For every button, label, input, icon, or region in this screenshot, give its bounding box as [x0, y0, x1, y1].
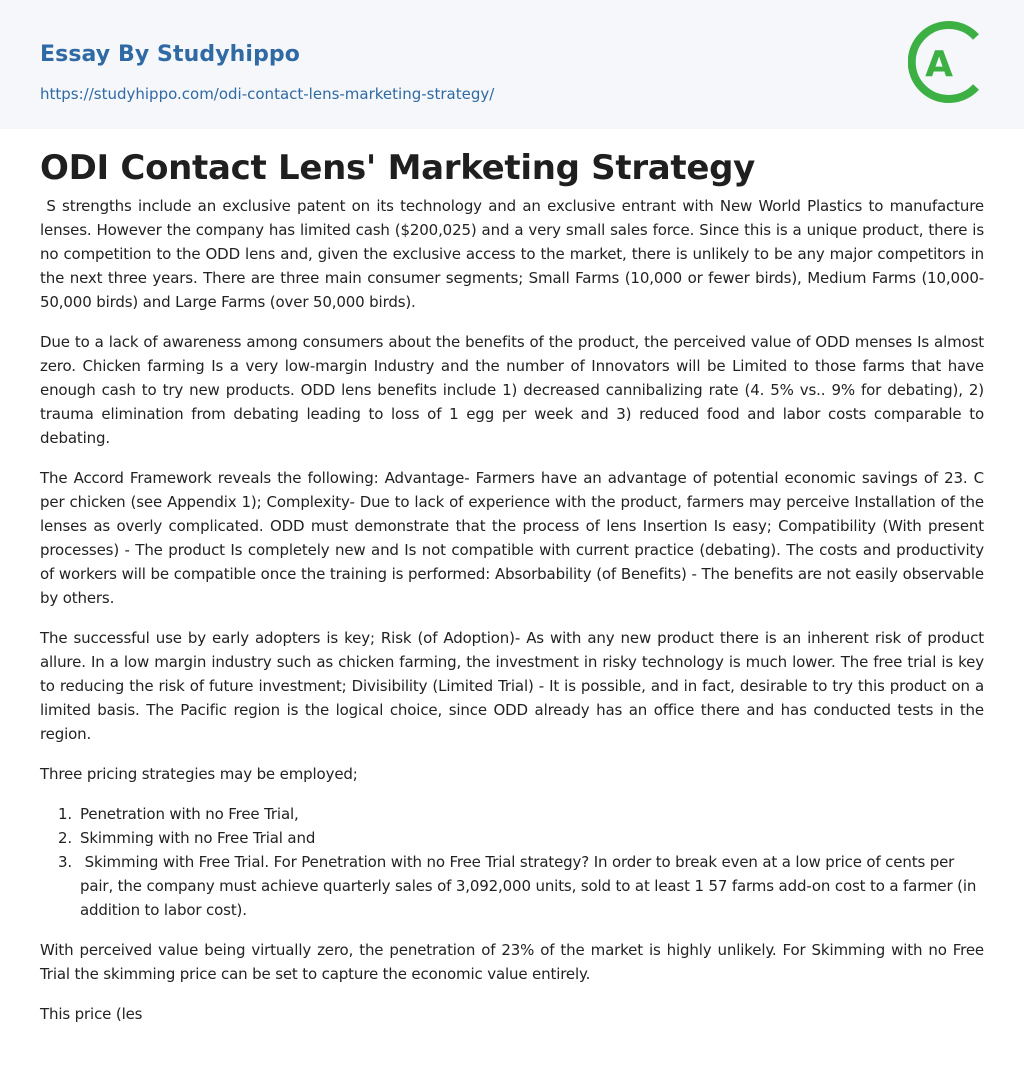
- list-item: [40, 802, 984, 826]
- site-header: [0, 0, 1024, 129]
- list-item: [40, 826, 984, 850]
- list-item-text: Skimming with Free Trial. For Penetration with no Free Trial strategy? In order to break even at a low price of cents per pair, the company must achieve quarterly sales of 3,092,000 units, sold to at least 1 57 farms add-on cost to a farmer (in addition to labor cost).: [80, 853, 981, 919]
- list-number: 1.: [58, 805, 73, 823]
- list-number: 2.: [58, 829, 73, 847]
- paragraph: S strengths include an exclusive patent on its technology and an exclusive entrant with New World Plastics to manufacture lenses. However the company has limited cash ($200,025) and a very small sales force. Since this is a unique product, there is no competition to the ODD lens and, given the exclusive access to the market, there is unlikely to be any major competitors in the next three years. There are three main consumer segments; Small Farms (10,000 or fewer birds), Medium Farms (10,000-50,000 birds) and Large Farms (over 50,000 birds).: [40, 197, 989, 311]
- list-item-text: Penetration with no Free Trial,: [80, 805, 299, 823]
- brand-title[interactable]: Essay By Studyhippo: [40, 42, 300, 67]
- paragraph: Due to a lack of awareness among consumers about the benefits of the product, the perceived value of ODD menses Is almost zero. Chicken farming Is a very low-margin Industry and the number of Innovators will be Limited to those farms that have enough cash to try new products. ODD lens benefits include 1) decreased cannibalizing rate (4. 5% vs.. 9% for debating), 2) trauma elimination from debating leading to loss of 1 egg per week and 3) reduced food and labor costs comparable to debating.: [40, 333, 984, 447]
- list-item-text: Skimming with no Free Trial and: [80, 829, 316, 847]
- paragraph: The successful use by early adopters is key; Risk (of Adoption)- As with any new product there is an inherent risk of product allure. In a low margin industry such as chicken farming, the investment in risky technology is much lower. The free trial is key to reducing the risk of future investment; Divisibility (Limited Trial) - It is possible, and in fact, desirable to try this product on a limited basis. The Pacific region is the logical choice, since ODD already has an office there and has conducted tests in the region.: [40, 629, 984, 743]
- logo-letter: A: [925, 44, 953, 85]
- paragraph: With perceived value being virtually zero, the penetration of 23% of the market is highly unlikely. For Skimming with no Free Trial the skimming price can be set to capture the economic value entirely.: [40, 941, 984, 983]
- list-item: [40, 850, 984, 922]
- paragraph-truncated: This price (les: [40, 1005, 143, 1023]
- pricing-strategies-list: [40, 802, 984, 922]
- list-number: 3.: [58, 853, 73, 871]
- paragraph: Three pricing strategies may be employed;: [40, 765, 358, 783]
- studyhippo-logo-icon[interactable]: [908, 17, 988, 107]
- article-title: ODI Contact Lens' Marketing Strategy: [40, 148, 756, 188]
- article: [40, 140, 989, 1042]
- source-url-link[interactable]: https://studyhippo.com/odi-contact-lens-marketing-strategy/: [40, 85, 495, 103]
- paragraph: The Accord Framework reveals the following: Advantage- Farmers have an advantage of potential economic savings of 23. C per chicken (see Appendix 1); Complexity- Due to lack of experience with the product, farmers may perceive Installation of the lenses as overly complicated. ODD must demonstrate that the process of lens Insertion Is easy; Compatibility (With present processes) - The product Is completely new and Is not compatible with current practice (debating). The costs and productivity of workers will be compatible once the training is performed: Absorbability (of Benefits) - The benefits are not easily observable by others.: [40, 469, 984, 607]
